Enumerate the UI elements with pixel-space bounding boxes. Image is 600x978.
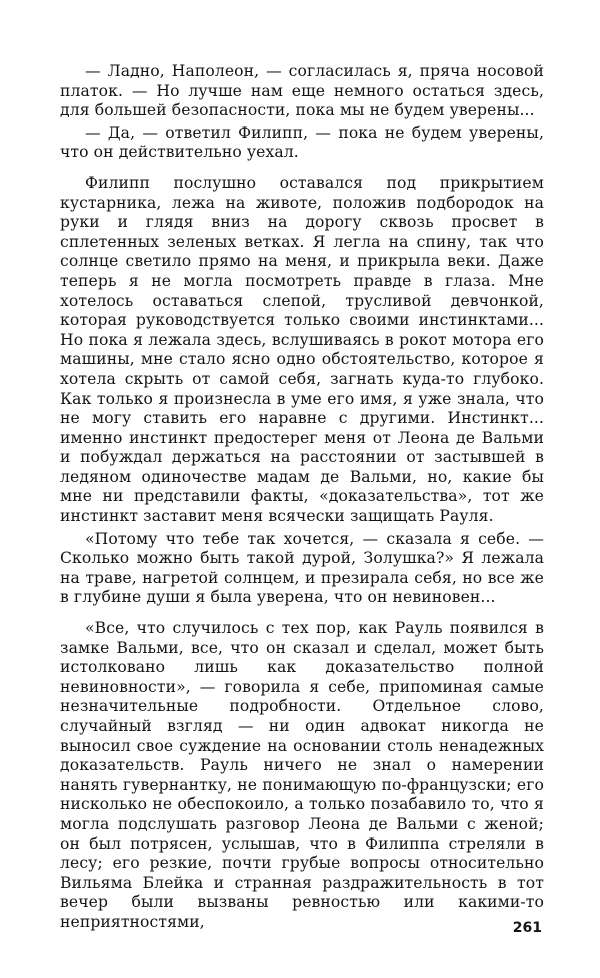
paragraph-5: «Все, что случилось с тех пор, как Рауль появился в замке Вальми, все, что он сказал и сделал, может быть истолковано лишь как доказательство полной невиновности», — говорила я себе, припоминая самые незначительные подробности. Отдельное слово, случайный взгляд — ни один адвокат никогда не выносил свое суждение на основании столь ненадежных доказательств. Рауль ничего не знал о намерении нанять гувернантку, не понимающую по-французски; его нисколько не обеспокоило, а только позабавило то, что я могла подслушать разговор Леона де Вальми с женой; он был потрясен, услышав, что в Филиппа стреляли в лесу; его резкие, почти грубые вопросы относительно Вильяма Блейка и странная раздражительность в тот вечер были вызваны ревностью или какими-то неприятностями, <box>60 619 544 931</box>
book-page <box>60 62 544 962</box>
paragraph-1: — Ладно, Наполеон, — согласилась я, пряча носовой платок. — Но лучше нам еще немного остаться здесь, для большей безопасности, пока мы не будем уверены... <box>60 62 544 120</box>
page-number: 261 <box>512 920 542 936</box>
paragraph-3: Филипп послушно оставался под прикрытием кустарника, лежа на животе, положив подбородок на руки и глядя вниз на дорогу сквозь просвет в сплетенных зеленых ветках. Я легла на спину, так что солнце светило прямо на меня, и прикрыла веки. Даже теперь я не могла посмотреть правде в глаза. Мне хотелось оставаться слепой, трусливой девчонкой, которая руководствуется только своими инстинктами... Но пока я лежала здесь, вслушиваясь в рокот мотора его машины, мне стало ясно одно обстоятельство, которое я хотела скрыть от самой себя, загнать куда-то глубоко. Как только я произнесла в уме его имя, я уже знала, что не могу ставить его наравне с другими. Инстинкт... именно инстинкт предостерег меня от Леона де Вальми и побуждал держаться на расстоянии от застывшей в ледяном одиночестве мадам де Вальми, но, какие бы мне ни представили факты, «доказательства», тот же инстинкт заставит меня всячески защищать Рауля. <box>60 173 544 526</box>
paragraph-2: — Да, — ответил Филипп, — пока не будем уверены, что он действительно уехал. <box>60 123 544 162</box>
paragraph-4: «Потому что тебе так хочется, — сказала я себе. — Сколько можно быть такой дурой, Золушка?» Я лежала на траве, нагретой солнцем, и презирала себя, но все же в глубине души я была уверена, что он невиновен... <box>60 529 544 607</box>
